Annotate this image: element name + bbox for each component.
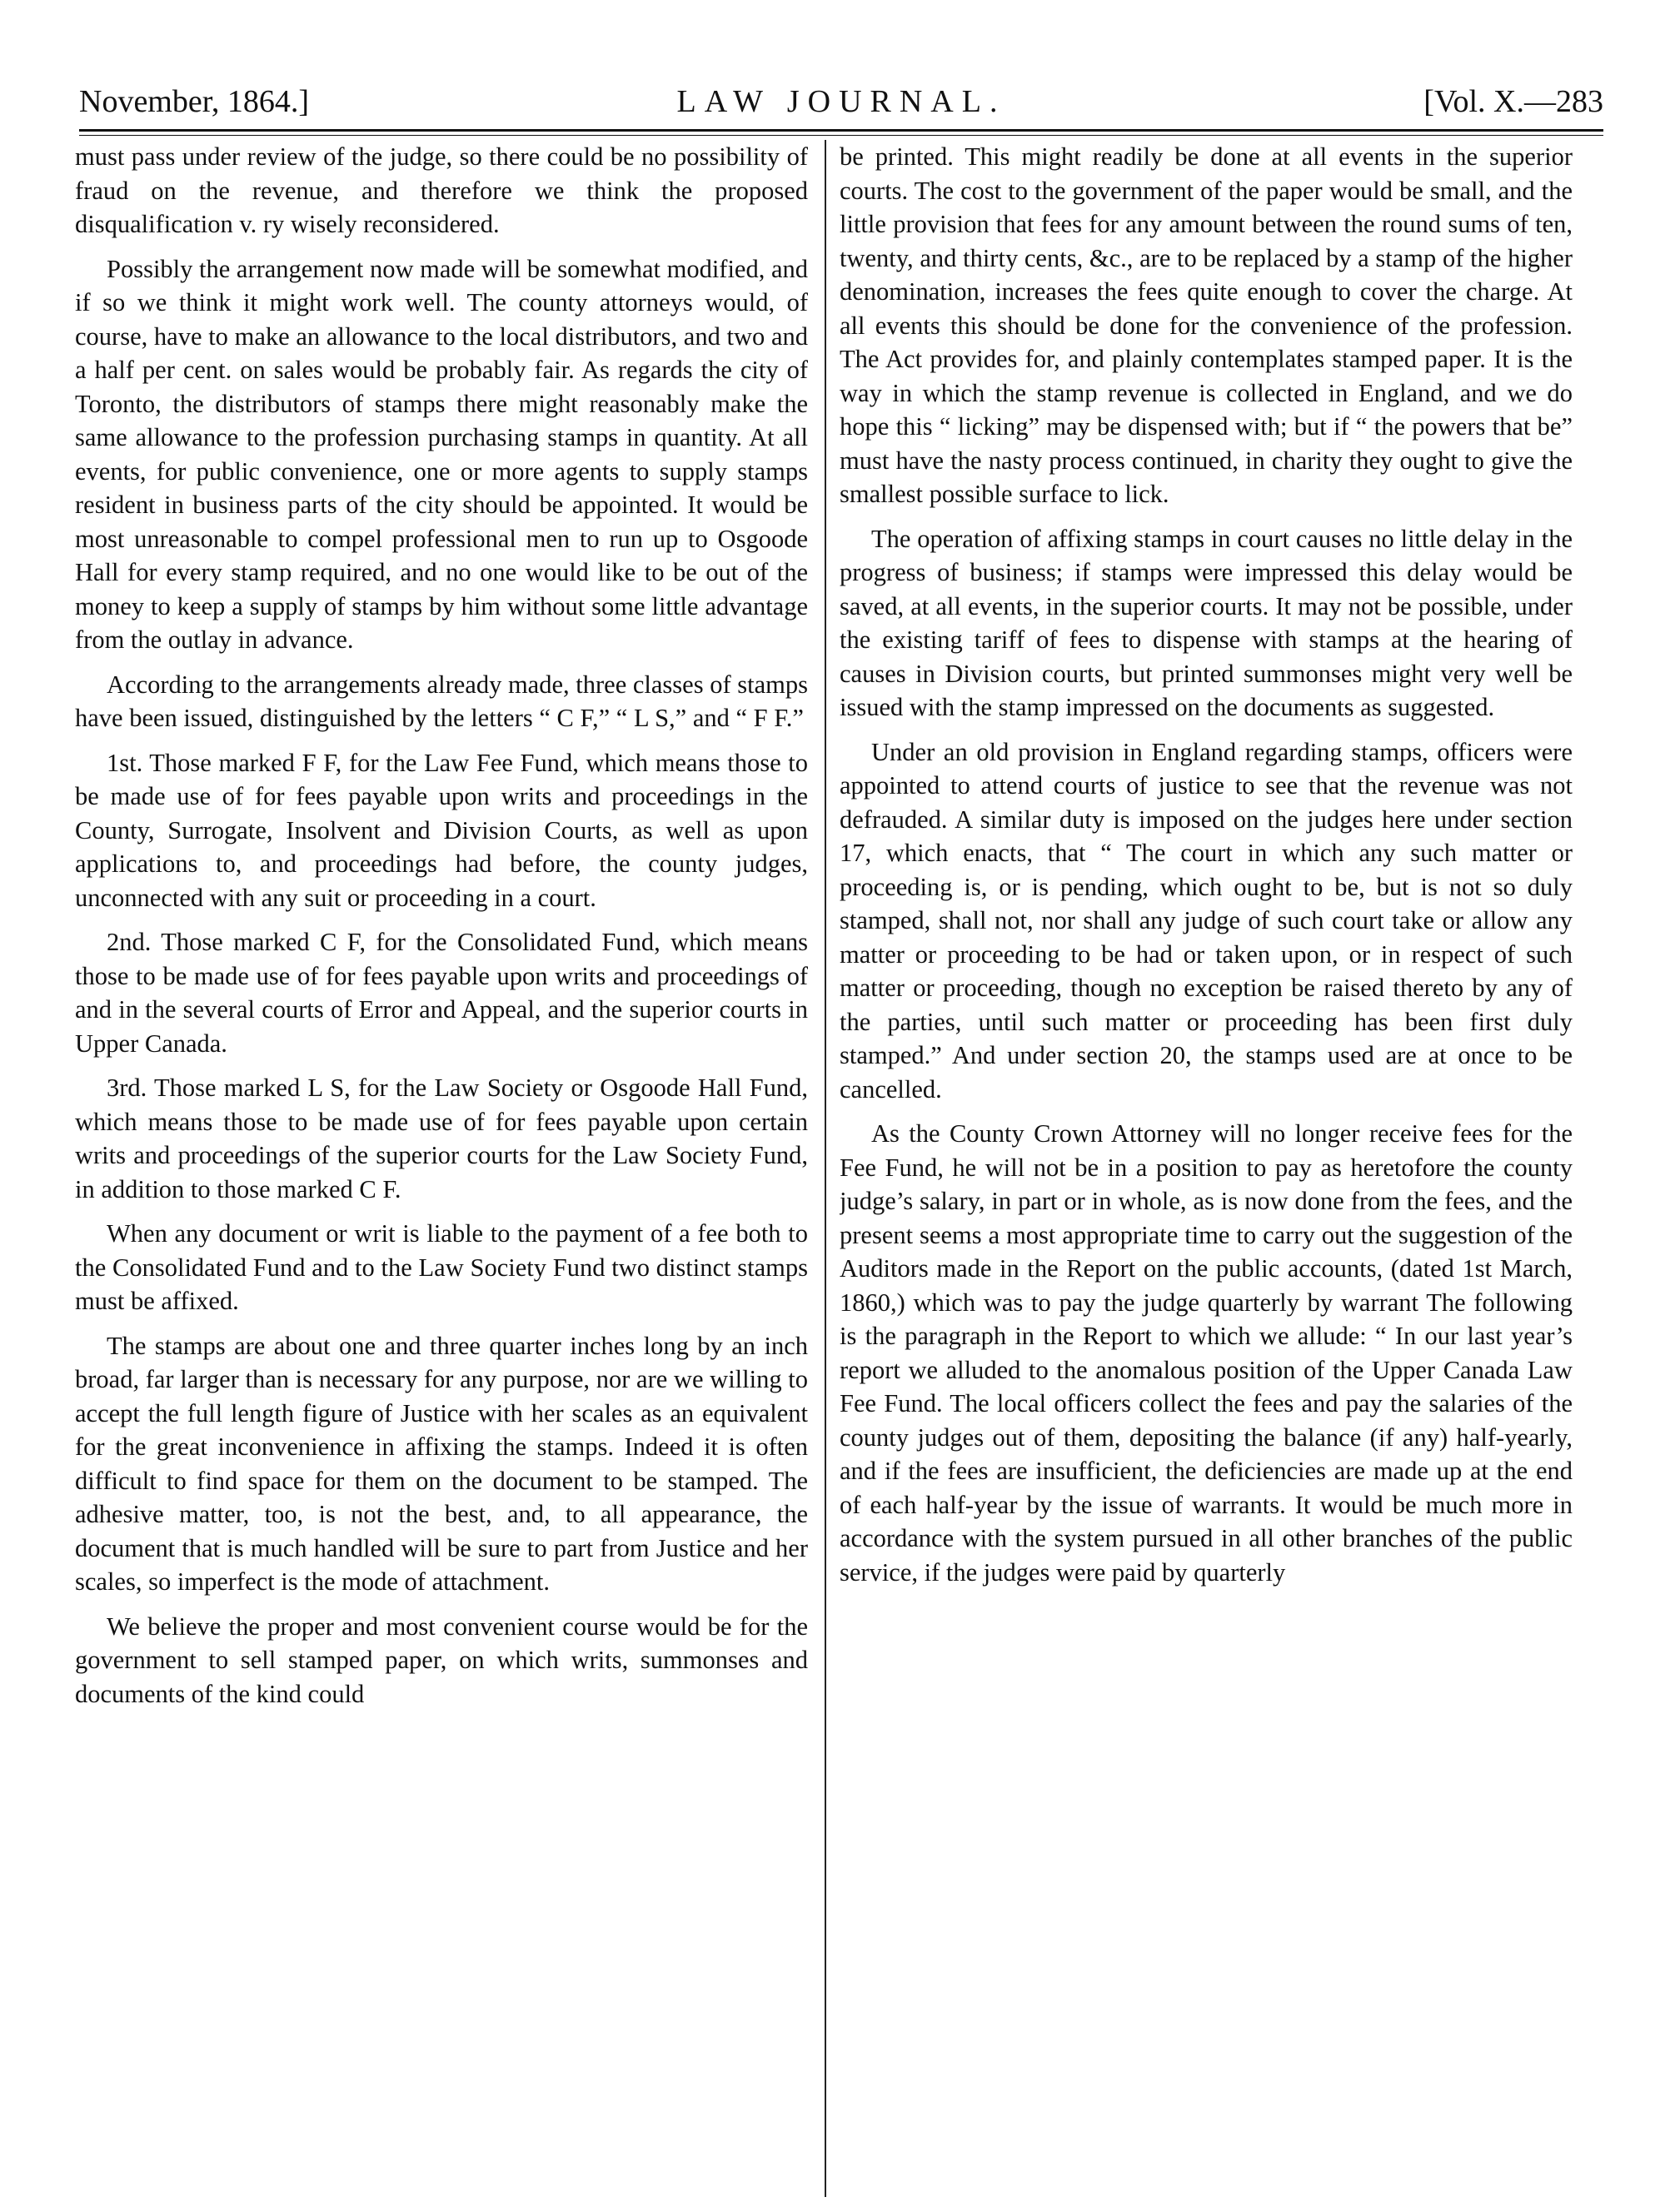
paragraph: 1st. Those marked F F, for the Law Fee Fund, which means those to be made use of for fees payable upon writs and proceedings in the County, Surrogate, Insolvent and Division Courts, as well as upon applications to, and proceedings had before, the county judges, unconnected with any suit or proceeding in a court. <box>75 748 808 912</box>
left-column <box>75 140 808 2197</box>
paragraph: Possibly the arrangement now made will be somewhat modified, and if so we think it might work well. The county attorneys would, of course, have to make an allowance to the local distributors, and two and a half per cent. on sales would be probably fair. As regards the city of Toronto, the distributors of stamps there might reasonably make the same allowance to the profession purchasing stamps in quantity. At all events, for public convenience, one or more agents to supply stamps resident in business parts of the city should be appointed. It would be most unreasonable to compel professional men to run up to Osgoode Hall for every stamp required, and no one would like to be out of the money to keep a supply of stamps by him without some little advantage from the outlay in advance. <box>75 254 808 654</box>
journal-title: LAW JOURNAL. <box>676 84 1006 119</box>
running-head <box>79 77 1603 127</box>
volume-page-number: [Vol. X.—283 <box>1423 84 1603 119</box>
paragraph: We believe the proper and most convenient course would be for the government to sell stamped paper, on which writs, summonses and documents of the kind could <box>75 1612 808 1708</box>
paragraph: 3rd. Those marked L S, for the Law Society or Osgoode Hall Fund, which means those to be made use of for fees payable upon certain writs and proceedings of the superior courts for the Law Society Fund, in addition to those marked C F. <box>75 1074 808 1203</box>
paragraph: Under an old provision in England regarding stamps, officers were appointed to attend courts of justice to see that the revenue was not defrauded. A similar duty is imposed on the judges here under section 17, which enacts, that “ The court in which any such matter or proceeding is, or is pending, which ought to be, but is not so duly stamped, shall not, nor shall any judge of such court take or allow any matter or proceeding to be had or taken upon, or in respect of such matter or proceeding, though no exception be raised thereto by any of the parties, until such matter or proceeding has been first duly stamped.” And under section 20, the stamps used are at once to be cancelled. <box>840 737 1573 1104</box>
column-divider <box>825 140 826 2197</box>
paragraph: 2nd. Those marked C F, for the Consolidated Fund, which means those to be made use of for fees payable upon writs and proceedings of and in the several courts of Error and Appeal, and the superior courts in Upper Canada. <box>75 928 808 1058</box>
paragraph: As the County Crown Attorney will no longer receive fees for the Fee Fund, he will not be in a position to pay as heretofore the county judge’s salary, in part or in whole, as is now done from the fees, and the present seems a most appropriate time to carry out the suggestion of the Auditors made in the Report on the public accounts, (dated 1st March, 1860,) which was to pay the judge quarterly by warrant The following is the paragraph in the Report to which we allude: “ In our last year’s report we alluded to the anomalous position of the Upper Canada Law Fee Fund. The local officers collect the fees and pay the salaries of the county judges out of them, depositing the balance (if any) half-yearly, and if the fees are insufficient, the deficiencies are made up at the end of each half-year by the issue of warrants. It would be much more in accordance with the system pursued in all other branches of the public service, if the judges were paid by quarterly <box>840 1119 1573 1587</box>
paragraph: be printed. This might readily be done at all events in the superior courts. The cost to the government of the paper would be small, and the little provision that fees for any amount between the round sums of ten, twenty, and thirty cents, &c., are to be replaced by a stamp of the higher denomination, increases the fees quite enough to cover the charge. At all events this should be done for the convenience of the profession. The Act provides for, and plainly contemplates stamped paper. It is the way in which the stamp revenue is collected in England, and we do hope this “ licking” may be dispensed with; but if “ the powers that be” must have the nasty process continued, in charity they ought to give the smallest possible surface to lick. <box>840 142 1573 508</box>
header-rule-thick <box>79 129 1603 132</box>
paragraph: The stamps are about one and three quarter inches long by an inch broad, far larger than is necessary for any purpose, nor are we willing to accept the full length figure of Justice with her scales as an equivalent for the great inconvenience in affixing the stamps. Indeed it is often difficult to find space for them on the document to be stamped. The adhesive matter, too, is not the best, and, to all appearance, the document that is much handled will be sure to part from Justice and her scales, so imperfect is the mode of attachment. <box>75 1331 808 1596</box>
paragraph: must pass under review of the judge, so there could be no possibility of fraud on the revenue, and therefore we think the proposed disqualification v. ry wisely reconsidered. <box>75 142 808 238</box>
paragraph: According to the arrangements already made, three classes of stamps have been issued, distinguished by the letters “ C F,” “ L S,” and “ F F.” <box>75 670 808 732</box>
header-rule-thin <box>79 135 1603 136</box>
paragraph: When any document or writ is liable to the payment of a fee both to the Consolidated Fund and to the Law Society Fund two distinct stamps must be affixed. <box>75 1219 808 1315</box>
right-column <box>840 140 1573 2197</box>
paragraph: The operation of affixing stamps in court causes no little delay in the progress of business; if stamps were impressed this delay would be saved, at all events, in the superior courts. It may not be possible, under the existing tariff of fees to dispense with stamps at the hearing of causes in Division courts, but printed summonses might very well be issued with the stamp impressed on the documents as suggested. <box>840 524 1573 721</box>
issue-date: November, 1864.] <box>79 84 310 119</box>
